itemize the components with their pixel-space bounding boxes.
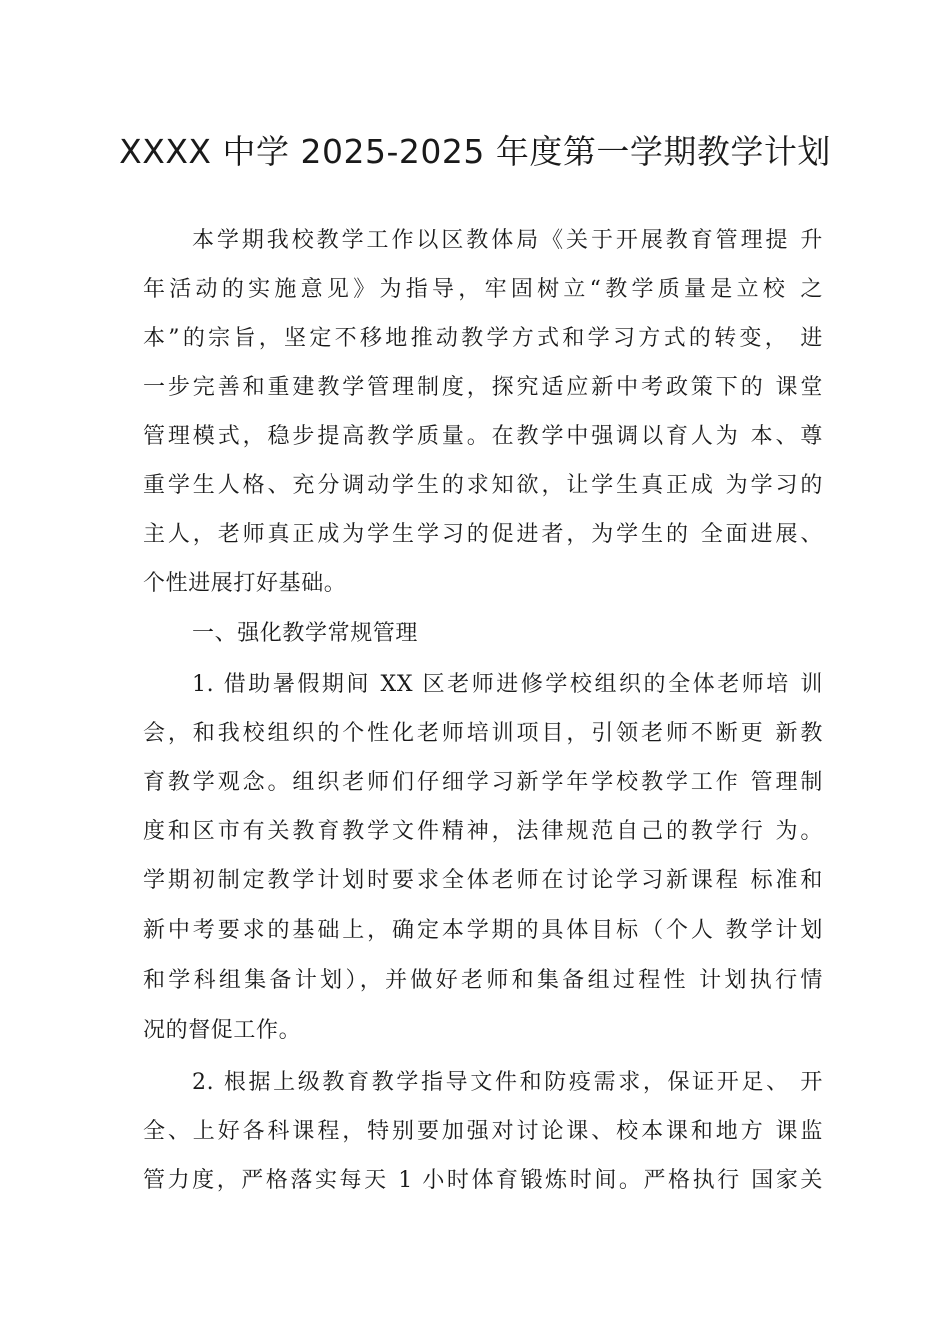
paragraph-line: 主人，老师真正成为学生学习的促进者，为学生的 全面进展、 xyxy=(143,522,823,547)
paragraph-line: 会，和我校组织的个性化老师培训项目，引领老师不断更 新教 xyxy=(143,721,823,746)
paragraph-line: 管理模式，稳步提高教学质量。在教学中强调以育人为 本、尊 xyxy=(143,424,823,449)
paragraph-line: 全、上好各科课程，特别要加强对讨论课、校本课和地方 课监 xyxy=(143,1119,823,1144)
paragraph-line: 况的督促工作。 xyxy=(143,1018,302,1043)
paragraph-line: 2. 根据上级教育教学指导文件和防疫需求，保证开足、 开 xyxy=(192,1070,823,1095)
paragraph-line: 个性进展打好基础。 xyxy=(143,571,347,596)
section-heading: 一、强化教学常规管理 xyxy=(192,621,419,646)
paragraph-line: 管力度，严格落实每天 1 小时体育锻炼时间。严格执行 国家关 xyxy=(143,1168,823,1193)
paragraph-line: 一步完善和重建教学管理制度，探究适应新中考政策下的 课堂 xyxy=(143,375,823,400)
paragraph-line: 本”的宗旨，坚定不移地推动教学方式和学习方式的转变， 进 xyxy=(143,326,823,351)
paragraph-line: 学期初制定教学计划时要求全体老师在讨论学习新课程 标准和 xyxy=(143,868,823,893)
paragraph-line: 重学生人格、充分调动学生的求知欲，让学生真正成 为学习的 xyxy=(143,473,823,498)
paragraph-line: 度和区市有关教育教学文件精神，法律规范自己的教学行 为。 xyxy=(143,819,823,844)
document-title: XXXX 中学 2025-2025 年度第一学期教学计划 xyxy=(119,132,831,171)
paragraph-line: 年活动的实施意见》为指导，牢固树立“教学质量是立校 之 xyxy=(143,277,823,302)
paragraph-line: 1. 借助暑假期间 XX 区老师进修学校组织的全体老师培 训 xyxy=(192,672,823,697)
paragraph-line: 本学期我校教学工作以区教体局《关于开展教育管理提 升 xyxy=(192,228,823,253)
paragraph-line: 育教学观念。组织老师们仔细学习新学年学校教学工作 管理制 xyxy=(143,770,823,795)
paragraph-line: 新中考要求的基础上，确定本学期的具体目标（个人 教学计划 xyxy=(143,918,823,943)
paragraph-line: 和学科组集备计划），并做好老师和集备组过程性 计划执行情 xyxy=(143,968,823,993)
